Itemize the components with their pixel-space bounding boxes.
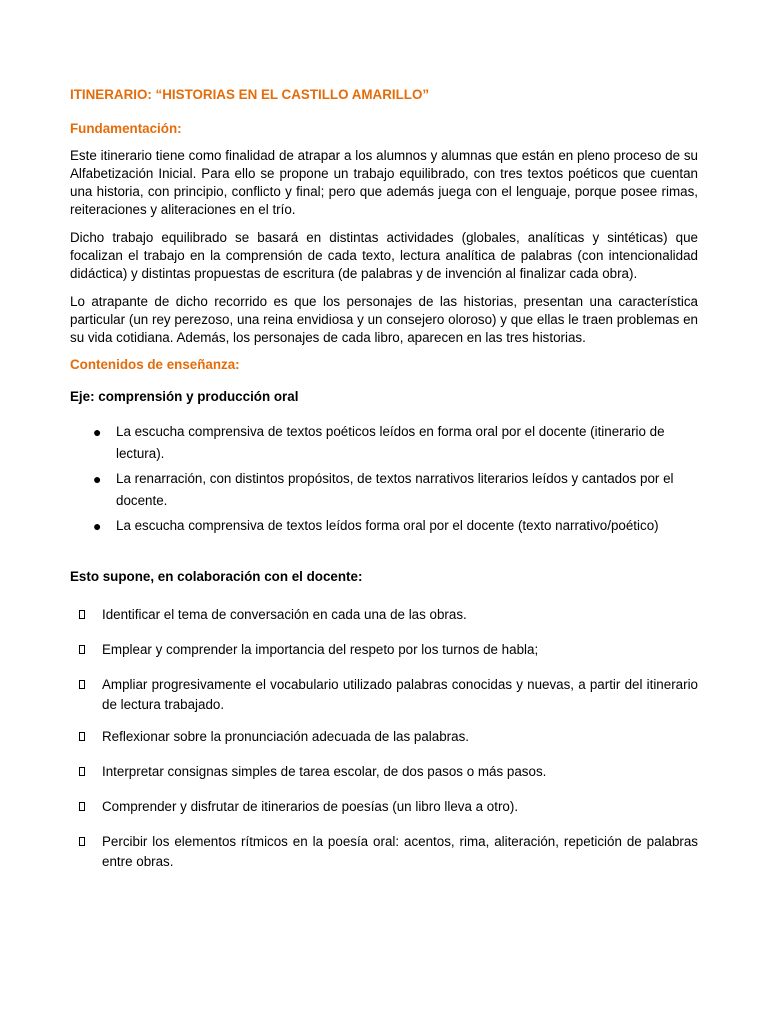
bullet-item bbox=[70, 421, 698, 465]
missing-glyph-box-icon bbox=[79, 645, 85, 654]
supone-item-text: Ampliar progresivamente el vocabulario utilizado palabras conocidas y nuevas, a partir del itinerario de lectura trabajado. bbox=[102, 677, 698, 712]
supone-item bbox=[70, 605, 698, 625]
supone-item bbox=[70, 727, 698, 747]
supone-item bbox=[70, 762, 698, 782]
supone-item-text: Identificar el tema de conversación en cada una de las obras. bbox=[102, 607, 467, 622]
eje-heading: Eje: comprensión y producción oral bbox=[70, 389, 299, 404]
missing-glyph-box-icon bbox=[79, 837, 85, 846]
bullet-dot-icon: ● bbox=[93, 424, 102, 440]
supone-item bbox=[70, 797, 698, 817]
missing-glyph-box-icon bbox=[79, 802, 85, 811]
missing-glyph-box-icon bbox=[79, 610, 85, 619]
supone-item-text: Reflexionar sobre la pronunciación adecuada de las palabras. bbox=[102, 729, 469, 744]
bullet-text: La escucha comprensiva de textos poéticos leídos en forma oral por el docente (itinerario de lectura). bbox=[116, 424, 665, 461]
bullet-dot-icon: ● bbox=[93, 518, 102, 534]
contenidos-heading: Contenidos de enseñanza: bbox=[70, 357, 240, 372]
supone-item bbox=[70, 832, 698, 872]
supone-item-text: Emplear y comprender la importancia del respeto por los turnos de habla; bbox=[102, 642, 539, 657]
supone-item-text: Interpretar consignas simples de tarea escolar, de dos pasos o más pasos. bbox=[102, 764, 547, 779]
supone-item-text: Comprender y disfrutar de itinerarios de poesías (un libro lleva a otro). bbox=[102, 799, 519, 814]
supone-list bbox=[70, 605, 698, 872]
fundamentacion-paragraph: Lo atrapante de dicho recorrido es que los personajes de las historias, presentan una característica particular (un rey perezoso, una reina envidiosa y un consejero oloroso) y que ellas le traen problemas en su vida cotidiana. Además, los personajes de cada libro, aparecen en las tres historias. bbox=[70, 294, 698, 345]
missing-glyph-box-icon bbox=[79, 732, 85, 741]
supone-item bbox=[70, 675, 698, 715]
document-title: ITINERARIO: “HISTORIAS EN EL CASTILLO AMARILLO” bbox=[70, 87, 430, 102]
bullet-item bbox=[70, 515, 698, 537]
bullet-text: La renarración, con distintos propósitos, de textos narrativos literarios leídos y cantados por el docente. bbox=[116, 471, 674, 508]
bullet-item bbox=[70, 468, 698, 512]
supone-item bbox=[70, 640, 698, 660]
supone-heading: Esto supone, en colaboración con el docente: bbox=[70, 569, 363, 584]
bullet-dot-icon: ● bbox=[93, 471, 102, 487]
contenidos-bullet-list bbox=[70, 421, 698, 537]
fundamentacion-heading: Fundamentación: bbox=[70, 121, 182, 136]
missing-glyph-box-icon bbox=[79, 680, 85, 689]
supone-item-text: Percibir los elementos rítmicos en la poesía oral: acentos, rima, aliteración, repetición de palabras entre obras. bbox=[102, 834, 698, 869]
bullet-text: La escucha comprensiva de textos leídos forma oral por el docente (texto narrativo/poético) bbox=[116, 518, 659, 533]
fundamentacion-paragraph: Dicho trabajo equilibrado se basará en distintas actividades (globales, analíticas y sintéticas) que focalizan el trabajo en la comprensión de cada texto, lectura analítica de palabras (con intencionalidad didáctica) y distintas propuestas de escritura (de palabras y de invención al finalizar cada obra). bbox=[70, 230, 698, 281]
fundamentacion-paragraph: Este itinerario tiene como finalidad de atrapar a los alumnos y alumnas que están en pleno proceso de su Alfabetización Inicial. Para ello se propone un trabajo equilibrado, con tres textos poéticos que cuentan una historia, con principio, conflicto y final; pero que además juega con el lenguaje, porque posee rimas, reiteraciones y aliteraciones en el trío. bbox=[70, 148, 698, 217]
missing-glyph-box-icon bbox=[79, 767, 85, 776]
